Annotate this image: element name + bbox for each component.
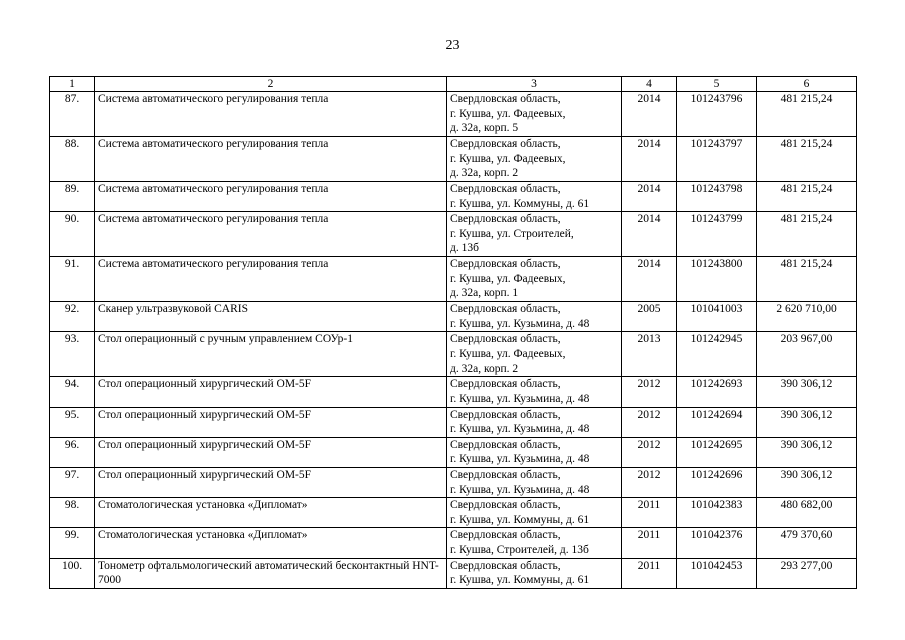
table-row <box>50 332 857 377</box>
row-number: 91. <box>50 257 95 302</box>
table-row <box>50 377 857 407</box>
table-body <box>50 92 857 589</box>
row-address: Свердловская область, г. Кушва, ул. Кузьмина, д. 48 <box>447 437 622 467</box>
row-address: Свердловская область, г. Кушва, ул. Фадеевых, д. 32а, корп. 2 <box>447 332 622 377</box>
row-address: Свердловская область, г. Кушва, ул. Фадеевых, д. 32а, корп. 2 <box>447 137 622 182</box>
header-cell-number: 1 <box>50 77 95 92</box>
row-cost: 480 682,00 <box>757 498 857 528</box>
table-row <box>50 558 857 588</box>
row-year: 2011 <box>622 528 677 558</box>
row-year: 2014 <box>622 212 677 257</box>
row-year: 2014 <box>622 92 677 137</box>
table-row <box>50 257 857 302</box>
row-inventory: 101243797 <box>677 137 757 182</box>
row-address: Свердловская область, г. Кушва, ул. Коммуны, д. 61 <box>447 182 622 212</box>
row-year: 2012 <box>622 467 677 497</box>
row-number: 88. <box>50 137 95 182</box>
row-cost: 481 215,24 <box>757 92 857 137</box>
table-row <box>50 212 857 257</box>
row-inventory: 101042376 <box>677 528 757 558</box>
row-address: Свердловская область, г. Кушва, ул. Кузьмина, д. 48 <box>447 377 622 407</box>
row-year: 2005 <box>622 302 677 332</box>
row-number: 94. <box>50 377 95 407</box>
table-row <box>50 137 857 182</box>
row-year: 2012 <box>622 437 677 467</box>
row-inventory: 101242695 <box>677 437 757 467</box>
row-name: Стол операционный хирургический ОМ-5F <box>95 467 447 497</box>
row-number: 92. <box>50 302 95 332</box>
row-year: 2014 <box>622 182 677 212</box>
row-inventory: 101243799 <box>677 212 757 257</box>
row-address: Свердловская область, г. Кушва, Строителей, д. 13б <box>447 528 622 558</box>
row-name: Система автоматического регулирования тепла <box>95 257 447 302</box>
row-inventory: 101242945 <box>677 332 757 377</box>
row-name: Стоматологическая установка «Дипломат» <box>95 528 447 558</box>
row-inventory: 101243800 <box>677 257 757 302</box>
row-cost: 481 215,24 <box>757 257 857 302</box>
row-number: 99. <box>50 528 95 558</box>
row-number: 90. <box>50 212 95 257</box>
row-inventory: 101042453 <box>677 558 757 588</box>
table-row <box>50 182 857 212</box>
asset-table <box>49 76 857 589</box>
row-cost: 481 215,24 <box>757 182 857 212</box>
row-cost: 390 306,12 <box>757 467 857 497</box>
row-year: 2012 <box>622 407 677 437</box>
row-address: Свердловская область, г. Кушва, ул. Коммуны, д. 61 <box>447 498 622 528</box>
row-address: Свердловская область, г. Кушва, ул. Кузьмина, д. 48 <box>447 467 622 497</box>
row-address: Свердловская область, г. Кушва, ул. Кузьмина, д. 48 <box>447 302 622 332</box>
row-year: 2011 <box>622 498 677 528</box>
header-cell-address: 3 <box>447 77 622 92</box>
row-inventory: 101243798 <box>677 182 757 212</box>
row-year: 2014 <box>622 257 677 302</box>
row-number: 98. <box>50 498 95 528</box>
row-name: Сканер ультразвуковой CARIS <box>95 302 447 332</box>
row-year: 2011 <box>622 558 677 588</box>
row-year: 2014 <box>622 137 677 182</box>
row-name: Система автоматического регулирования тепла <box>95 182 447 212</box>
row-number: 97. <box>50 467 95 497</box>
row-address: Свердловская область, г. Кушва, ул. Кузьмина, д. 48 <box>447 407 622 437</box>
row-cost: 390 306,12 <box>757 377 857 407</box>
row-cost: 293 277,00 <box>757 558 857 588</box>
row-year: 2012 <box>622 377 677 407</box>
table-row <box>50 302 857 332</box>
table-row <box>50 467 857 497</box>
row-number: 100. <box>50 558 95 588</box>
row-address: Свердловская область, г. Кушва, ул. Фадеевых, д. 32а, корп. 5 <box>447 92 622 137</box>
row-name: Стол операционный хирургический ОМ-5F <box>95 437 447 467</box>
row-inventory: 101243796 <box>677 92 757 137</box>
row-name: Стол операционный хирургический ОМ-5F <box>95 377 447 407</box>
table-header <box>50 77 857 92</box>
row-name: Стол операционный хирургический ОМ-5F <box>95 407 447 437</box>
row-name: Тонометр офтальмологический автоматический бесконтактный HNT-7000 <box>95 558 447 588</box>
row-name: Система автоматического регулирования тепла <box>95 92 447 137</box>
row-cost: 390 306,12 <box>757 437 857 467</box>
row-number: 96. <box>50 437 95 467</box>
page-number: 23 <box>445 38 460 53</box>
row-cost: 479 370,60 <box>757 528 857 558</box>
table-row <box>50 407 857 437</box>
row-inventory: 101042383 <box>677 498 757 528</box>
row-cost: 390 306,12 <box>757 407 857 437</box>
table-header-row <box>50 77 857 92</box>
table-row <box>50 437 857 467</box>
row-inventory: 101242696 <box>677 467 757 497</box>
row-number: 93. <box>50 332 95 377</box>
row-cost: 481 215,24 <box>757 137 857 182</box>
row-inventory: 101041003 <box>677 302 757 332</box>
header-cell-inventory: 5 <box>677 77 757 92</box>
header-cell-cost: 6 <box>757 77 857 92</box>
row-number: 87. <box>50 92 95 137</box>
table-row <box>50 498 857 528</box>
row-number: 89. <box>50 182 95 212</box>
row-cost: 203 967,00 <box>757 332 857 377</box>
row-year: 2013 <box>622 332 677 377</box>
table-row <box>50 528 857 558</box>
header-cell-name: 2 <box>95 77 447 92</box>
row-name: Система автоматического регулирования тепла <box>95 137 447 182</box>
row-cost: 481 215,24 <box>757 212 857 257</box>
row-name: Система автоматического регулирования тепла <box>95 212 447 257</box>
row-inventory: 101242693 <box>677 377 757 407</box>
row-address: Свердловская область, г. Кушва, ул. Строителей, д. 13б <box>447 212 622 257</box>
row-address: Свердловская область, г. Кушва, ул. Коммуны, д. 61 <box>447 558 622 588</box>
table-row <box>50 92 857 137</box>
header-cell-year: 4 <box>622 77 677 92</box>
row-name: Стол операционный с ручным управлением СОУр-1 <box>95 332 447 377</box>
row-address: Свердловская область, г. Кушва, ул. Фадеевых, д. 32а, корп. 1 <box>447 257 622 302</box>
row-inventory: 101242694 <box>677 407 757 437</box>
row-number: 95. <box>50 407 95 437</box>
row-cost: 2 620 710,00 <box>757 302 857 332</box>
row-name: Стоматологическая установка «Дипломат» <box>95 498 447 528</box>
